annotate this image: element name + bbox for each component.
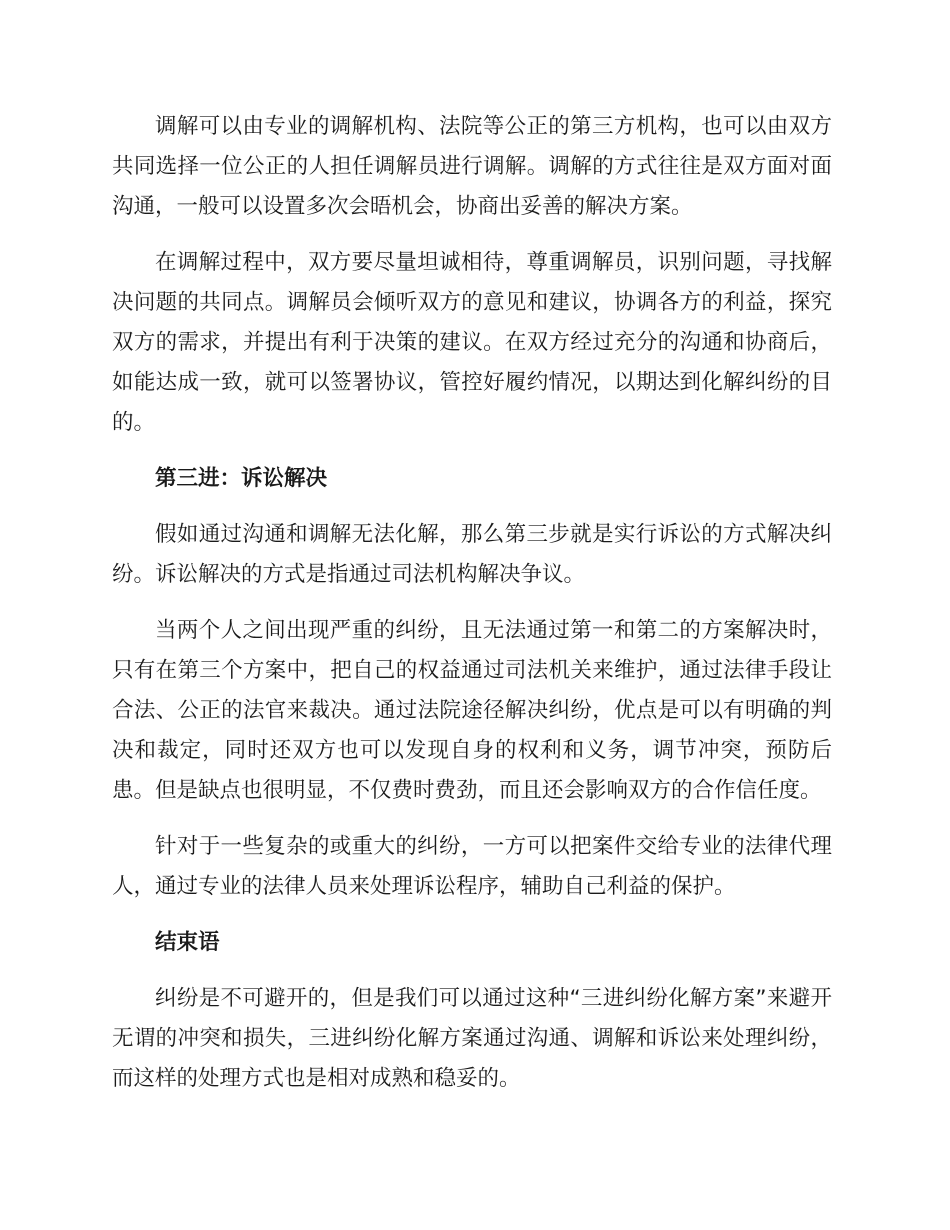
paragraph-mediation-providers: 调解可以由专业的调解机构、法院等公正的第三方机构，也可以由双方共同选择一位公正的人担任调解员进行调解。调解的方式往往是双方面对面沟通，一般可以设置多次会晤机会，协商出妥善的解决方案。 [112,114,832,219]
paragraph-litigation-details: 当两个人之间出现严重的纠纷，且无法通过第一和第二的方案解决时，只有在第三个方案中，把自己的权益通过司法机关来维护，通过法律手段让合法、公正的法官来裁决。通过法院途径解决纠纷，优点是可以有明确的判决和裁定，同时还双方也可以发现自身的权利和义务，调节冲突，预防后患。但是缺点也很明显，不仅费时费劲，而且还会影响双方的合作信任度。 [112,618,832,803]
paragraph-litigation-intro: 假如通过沟通和调解无法化解，那么第三步就是实行诉讼的方式解决纠纷。诉讼解决的方式是指通过司法机构解决争议。 [112,522,832,587]
section-heading-litigation: 第三进：诉讼解决 [155,466,328,491]
paragraph-legal-agent: 针对于一些复杂的或重大的纠纷，一方可以把案件交给专业的法律代理人，通过专业的法律人员来处理诉讼程序，辅助自己利益的保护。 [112,834,832,899]
paragraph-mediation-process: 在调解过程中，双方要尽量坦诚相待，尊重调解员，识别问题，寻找解决问题的共同点。调解员会倾听双方的意见和建议，协调各方的利益，探究双方的需求，并提出有利于决策的建议。在双方经过充分的沟通和协商后，如能达成一致，就可以签署协议，管控好履约情况，以期达到化解纠纷的目的。 [112,250,832,435]
document-body [112,107,832,1115]
section-heading-conclusion: 结束语 [155,930,220,955]
paragraph-conclusion: 纠纷是不可避开的，但是我们可以通过这种“三进纠纷化解方案”来避开无谓的冲突和损失，三进纠纷化解方案通过沟通、调解和诉讼来处理纠纷，而这样的处理方式也是相对成熟和稳妥的。 [112,986,832,1091]
